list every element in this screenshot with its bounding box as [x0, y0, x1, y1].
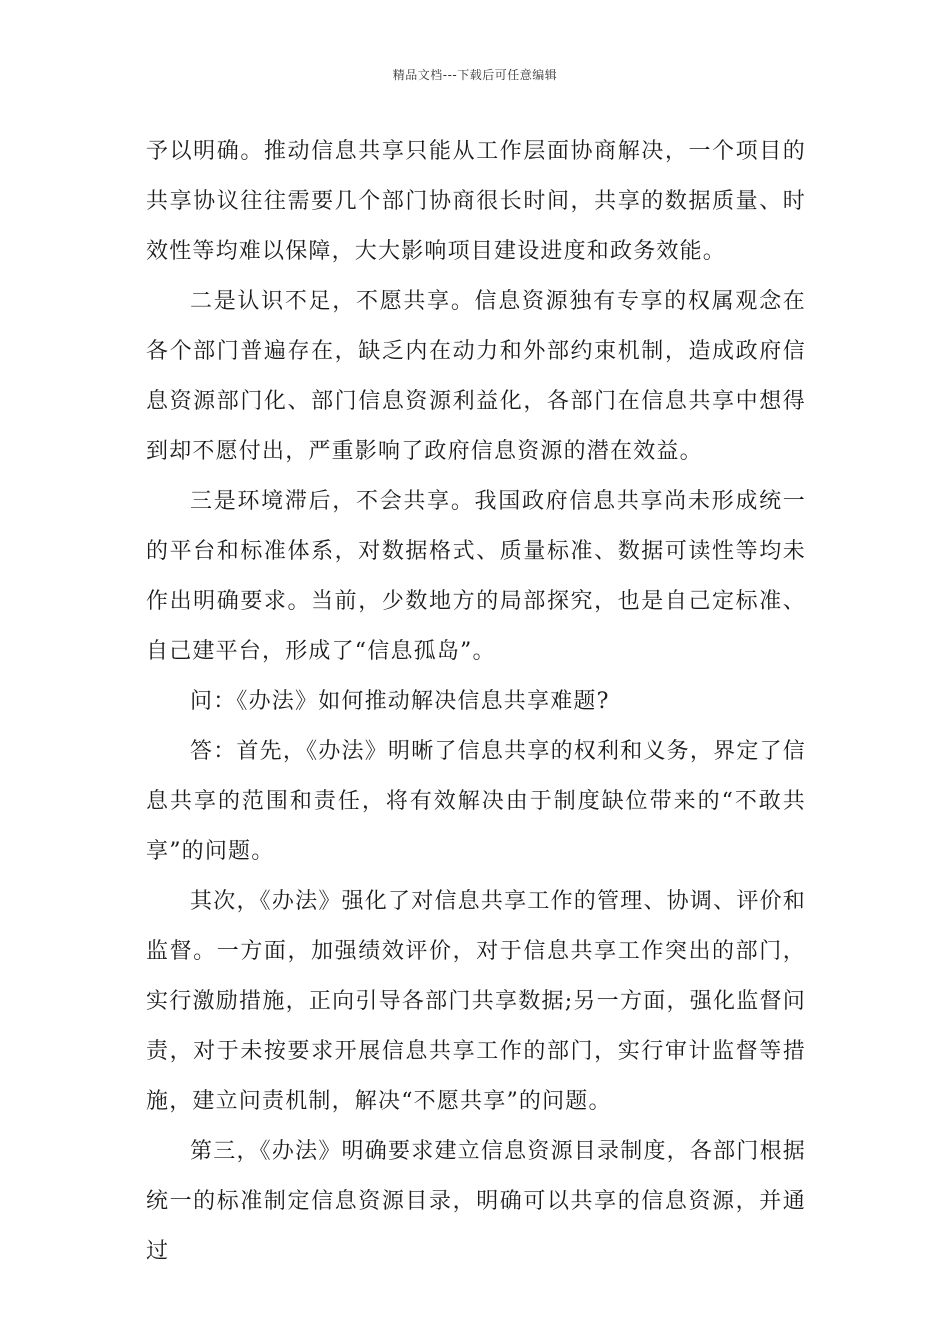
paragraph-answer-third: 第三，《办法》明确要求建立信息资源目录制度，各部门根据统一的标准制定信息资源目录，明确可以共享的信息资源，并通过: [146, 1139, 806, 1264]
paragraph-2: 二是认识不足，不愿共享。信息资源独有专享的权属观念在各个部门普遍存在，缺乏内在动力和外部约束机制，造成政府信息资源部门化、部门信息资源利益化，各部门在信息共享中想得到却不愿付出，严重影响了政府信息资源的潜在效益。: [146, 289, 806, 464]
paragraph-question: 问：《办法》如何推动解决信息共享难题?: [190, 689, 610, 714]
paragraph-answer-second: 其次，《办法》强化了对信息共享工作的管理、协调、评价和监督。一方面，加强绩效评价，对于信息共享工作突出的部门，实行激励措施，正向引导各部门共享数据;另一方面，强化监督问责，对于未按要求开展信息共享工作的部门，实行审计监督等措施，建立问责机制，解决“不愿共享”的问题。: [146, 889, 806, 1114]
paragraph-1: 予以明确。推动信息共享只能从工作层面协商解决，一个项目的共享协议往往需要几个部门协商很长时间，共享的数据质量、时效性等均难以保障，大大影响项目建设进度和政务效能。: [146, 139, 806, 264]
paragraph-answer-first: 答：首先，《办法》明晰了信息共享的权利和义务，界定了信息共享的范围和责任，将有效解决由于制度缺位带来的“不敢共享”的问题。: [146, 739, 806, 864]
document-body: [146, 127, 806, 1277]
page-header: 精品文档---下载后可任意编辑: [392, 68, 558, 82]
paragraph-3: 三是环境滞后，不会共享。我国政府信息共享尚未形成统一的平台和标准体系，对数据格式、质量标准、数据可读性等均未作出明确要求。当前，少数地方的局部探究，也是自己定标准、自己建平台，形成了“信息孤岛”。: [146, 489, 806, 664]
